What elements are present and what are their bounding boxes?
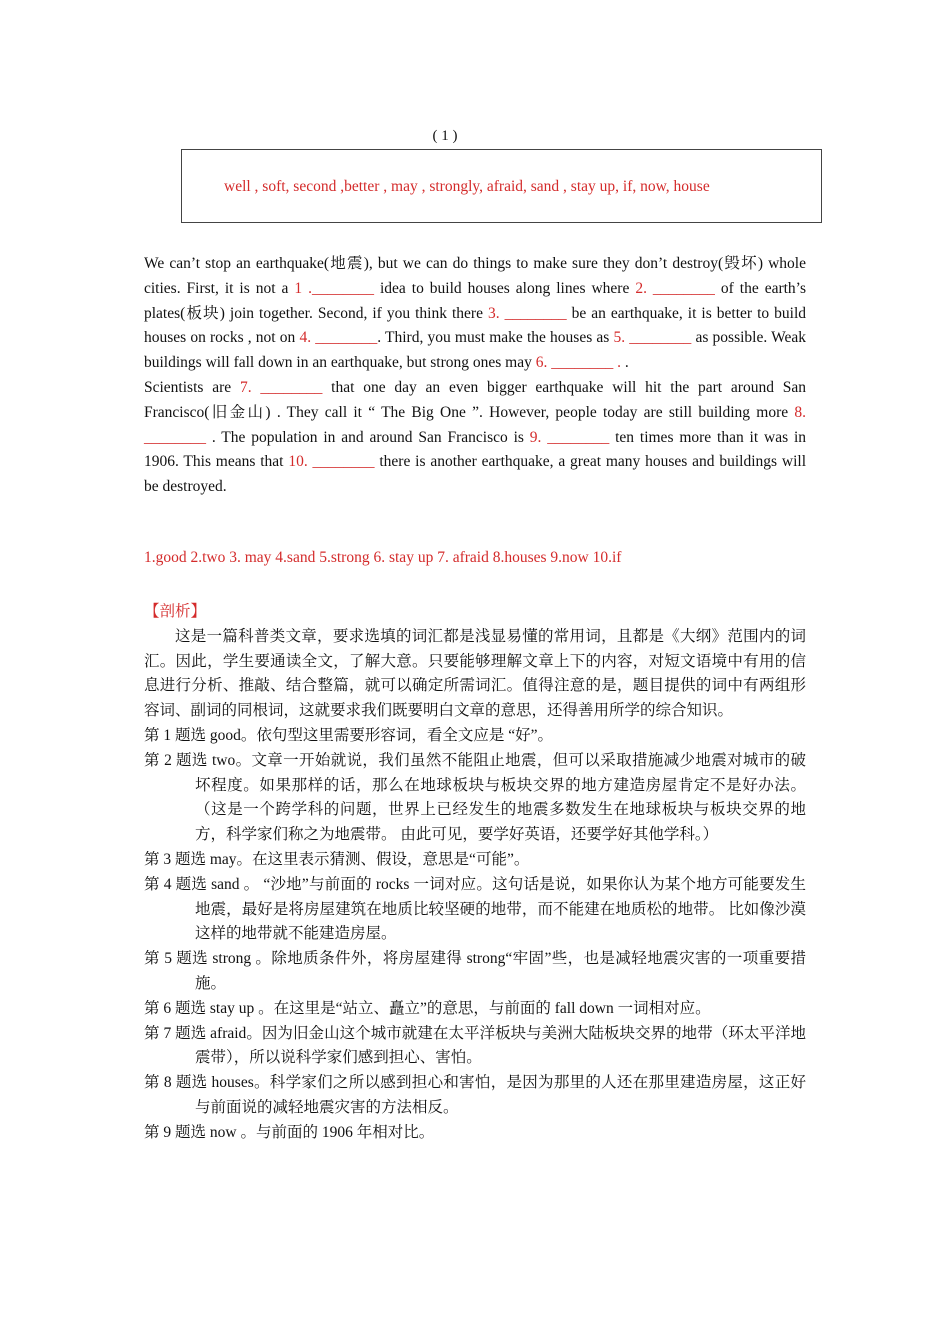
passage-text: Scientists are bbox=[144, 378, 240, 396]
analysis-item-3: 第 3 题选 may。在这里表示猜测、假设，意思是“可能”。 bbox=[144, 850, 530, 868]
page-number: ( 1 ) bbox=[432, 128, 458, 144]
analysis-item-5: 第 5 题选 strong 。除地质条件外，将房屋建得 strong“牢固”些，也是减轻地震灾害的一项重要措施。 bbox=[144, 950, 806, 992]
analysis-title: 【剖析】 bbox=[144, 603, 207, 620]
blank-2: 2. ________ bbox=[635, 279, 715, 297]
passage-text: . The population in and around San Francisco is bbox=[206, 428, 530, 446]
blank-9: 9. ________ bbox=[529, 428, 610, 446]
blank-6: 6. ________ . bbox=[535, 354, 621, 372]
passage-text: of the earth’s plates(板块) join together. Second, if you think there bbox=[144, 279, 807, 322]
cloze-passage bbox=[144, 252, 806, 500]
passage-text: there is another earthquake, a great many houses and buildings will be destroyed. bbox=[144, 453, 806, 496]
analysis-item-8: 第 8 题选 houses。科学家们之所以感到担心和害怕，是因为那里的人还在那里建造房屋，这正好与前面说的减轻地震灾害的方法相反。 bbox=[144, 1074, 806, 1116]
blank-7: 7. ________ bbox=[239, 378, 323, 396]
passage-text: that one day an even bigger earthquake will hit the part around San Francisco(旧金山) . They call it “ The Big One ”. However, people today are still building more bbox=[144, 378, 806, 421]
word-bank-box bbox=[181, 149, 822, 223]
blank-1: 1 .________ bbox=[294, 279, 374, 297]
analysis-item-2: 第 2 题选 two。文章一开始就说，我们虽然不能阻止地震，但可以采取措施减少地震对城市的破坏程度。如果那样的话，那么在地球板块与板块交界的地方建造房屋肯定不是好办法。 （这是一个跨学科的问题，世界上已经发生的地震多数发生在地球板块与板块交界的地方，科学家们称之为地震带。 由此可见，要学好英语，还要学好其他学科。） bbox=[144, 751, 806, 844]
analysis-item-1: 第 1 题选 good。依句型这里需要形容词，看全文应是 “好”。 bbox=[144, 726, 554, 744]
passage-text: . Third, you must make the houses as bbox=[377, 329, 614, 347]
analysis-item-7: 第 7 题选 afraid。因为旧金山这个城市就建在太平洋板块与美洲大陆板块交界的地带（环太平洋地震带），所以说科学家们感到担心、害怕。 bbox=[144, 1024, 806, 1067]
analysis-intro: 这是一篇科普类文章，要求选填的词汇都是浅显易懂的常用词，且都是《大纲》范围内的词汇。因此，学生要通读全文，了解大意。只要能够理解文章上下的内容，对短文语境中有用的信息进行分析、推敲、结合整篇，就可以确定所需词汇。值得注意的是，题目提供的词中有两组形容词、副词的同根词，这就要求我们既要明白文章的意思，还得善用所学的综合知识。 bbox=[144, 627, 806, 720]
word-bank-list: well , soft, second ,better , may , strongly, afraid, sand , stay up, if, now, house bbox=[224, 178, 710, 195]
passage-text: . bbox=[621, 354, 629, 372]
blank-3: 3. ________ bbox=[487, 304, 567, 322]
passage-text: as possible. Weak buildings will fall down in an earthquake, but strong ones may bbox=[144, 329, 807, 372]
passage-text: be an earthquake, it is better to build houses on rocks , not on bbox=[144, 304, 806, 347]
passage-text: ten times more than it was in 1906. This means that bbox=[144, 428, 807, 471]
analysis-section bbox=[144, 600, 806, 1146]
passage-text: We can’t stop an earthquake(地震), but we can do things to make sure they don’t destroy(毁坏) whole cities. First, it is not a bbox=[144, 255, 806, 297]
passage-paragraph-2 bbox=[144, 376, 806, 500]
analysis-item-9: 第 9 题选 now 。与前面的 1906 年相对比。 bbox=[144, 1123, 435, 1141]
passage-paragraph-1 bbox=[144, 252, 806, 376]
blank-5: 5. ________ bbox=[613, 329, 692, 347]
answer-key: 1.good 2.two 3. may 4.sand 5.strong 6. stay up 7. afraid 8.houses 9.now 10.if bbox=[144, 549, 622, 566]
passage-text: idea to build houses along lines where bbox=[374, 279, 636, 297]
analysis-item-4: 第 4 题选 sand 。 “沙地”与前面的 rocks 一词对应。这句话是说，如果你认为某个地方可能要发生地震，最好是将房屋建筑在地质比较坚硬的地带，而不能建在地质松的地带。 比如像沙漠这样的地带就不能建造房屋。 bbox=[144, 875, 806, 943]
blank-8: 8. ________ bbox=[144, 403, 806, 446]
blank-4: 4. ________ bbox=[299, 329, 378, 347]
blank-10: 10. ________ bbox=[288, 453, 375, 471]
analysis-item-6: 第 6 题选 stay up 。在这里是“站立、矗立”的意思，与前面的 fall down 一词相对应。 bbox=[144, 999, 711, 1017]
